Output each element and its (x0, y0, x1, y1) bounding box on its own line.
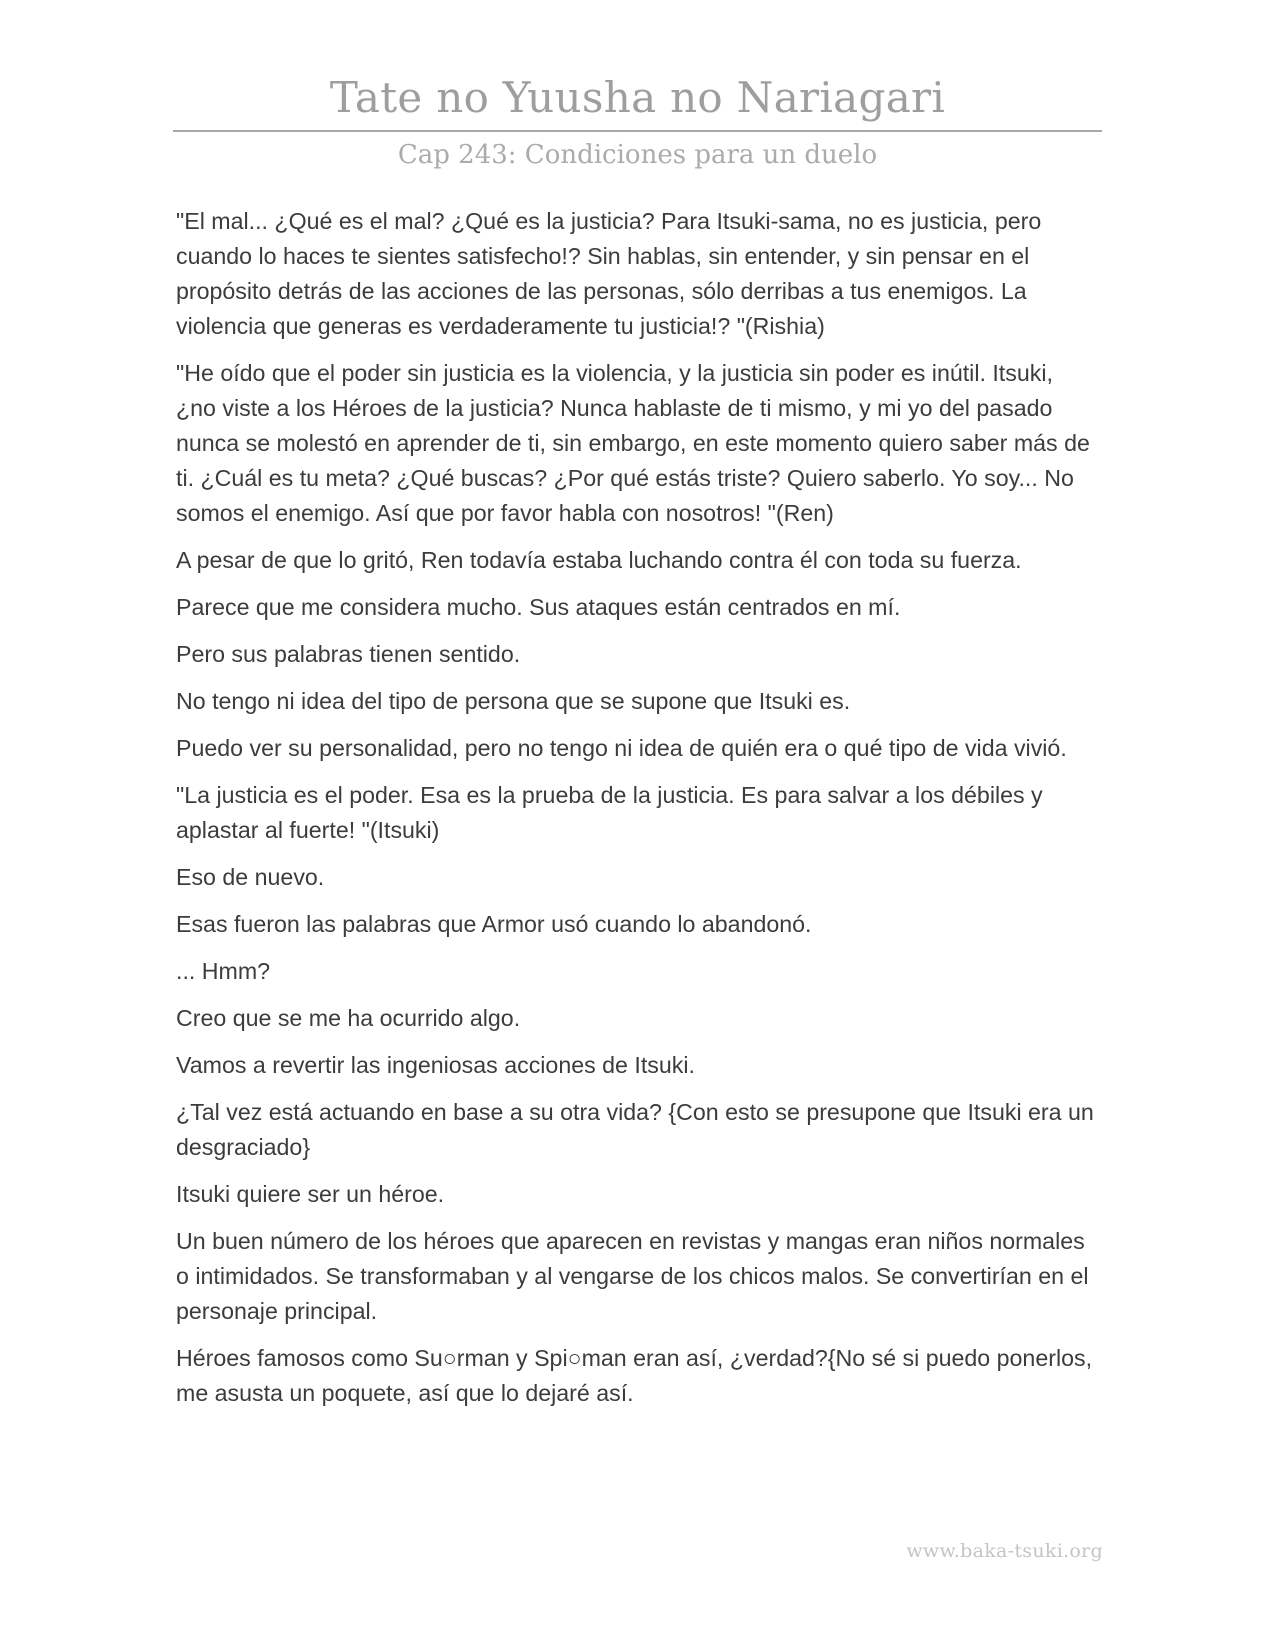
document-body (176, 204, 1096, 1423)
paragraph: Creo que se me ha ocurrido algo. (176, 1005, 521, 1031)
paragraph: "El mal... ¿Qué es el mal? ¿Qué es la justicia? Para Itsuki-sama, no es justicia, pero cuando lo haces te sientes satisfecho!? Sin hablas, sin entender, y sin pensar en el propósito detrás de las acciones de las personas, sólo derribas a tus enemigos. La violencia que generas es verdaderamente tu justicia!? "(Rishia) (176, 208, 1042, 339)
paragraph: Itsuki quiere ser un héroe. (176, 1181, 445, 1207)
paragraph: "He oído que el poder sin justicia es la violencia, y la justicia sin poder es inútil. Itsuki, ¿no viste a los Héroes de la justicia? Nunca hablaste de ti mismo, y mi yo del pasado nunca se molestó en aprender de ti, sin embargo, en este momento quiero saber más de ti. ¿Cuál es tu meta? ¿Qué buscas? ¿Por qué estás triste? Quiero saberlo. Yo soy... No somos el enemigo. Así que por favor habla con nosotros! "(Ren) (176, 360, 1090, 526)
paragraph: Esas fueron las palabras que Armor usó cuando lo abandonó. (176, 911, 812, 937)
header-divider (173, 130, 1102, 132)
paragraph: Vamos a revertir las ingeniosas acciones de Itsuki. (176, 1052, 695, 1078)
paragraph: Parece que me considera mucho. Sus ataques están centrados en mí. (176, 594, 901, 620)
paragraph: No tengo ni idea del tipo de persona que se supone que Itsuki es. (176, 688, 851, 714)
footer-website: www.baka-tsuki.org (906, 1540, 1103, 1562)
paragraph: A pesar de que lo gritó, Ren todavía estaba luchando contra él con toda su fuerza. (176, 547, 1022, 573)
paragraph: Un buen número de los héroes que aparecen en revistas y mangas eran niños normales o intimidados. Se transformaban y al vengarse de los chicos malos. Se convertirían en el personaje principal. (176, 1228, 1089, 1324)
paragraph: ... Hmm? (176, 958, 271, 984)
page-header (173, 70, 1102, 172)
paragraph: Pero sus palabras tienen sentido. (176, 641, 521, 667)
paragraph: "La justicia es el poder. Esa es la prueba de la justicia. Es para salvar a los débiles y aplastar al fuerte! "(Itsuki) (176, 782, 1043, 843)
paragraph: Eso de nuevo. (176, 864, 325, 890)
document-title: Tate no Yuusha no Nariagari (329, 73, 946, 122)
paragraph: ¿Tal vez está actuando en base a su otra vida? {Con esto se presupone que Itsuki era un desgraciado} (176, 1099, 1094, 1160)
paragraph: Puedo ver su personalidad, pero no tengo ni idea de quién era o qué tipo de vida vivió. (176, 735, 1067, 761)
paragraph: Héroes famosos como Su○rman y Spi○man eran así, ¿verdad?{No sé si puedo ponerlos, me asusta un poquete, así que lo dejaré así. (176, 1345, 1093, 1406)
chapter-subtitle: Cap 243: Condiciones para un duelo (397, 140, 878, 170)
